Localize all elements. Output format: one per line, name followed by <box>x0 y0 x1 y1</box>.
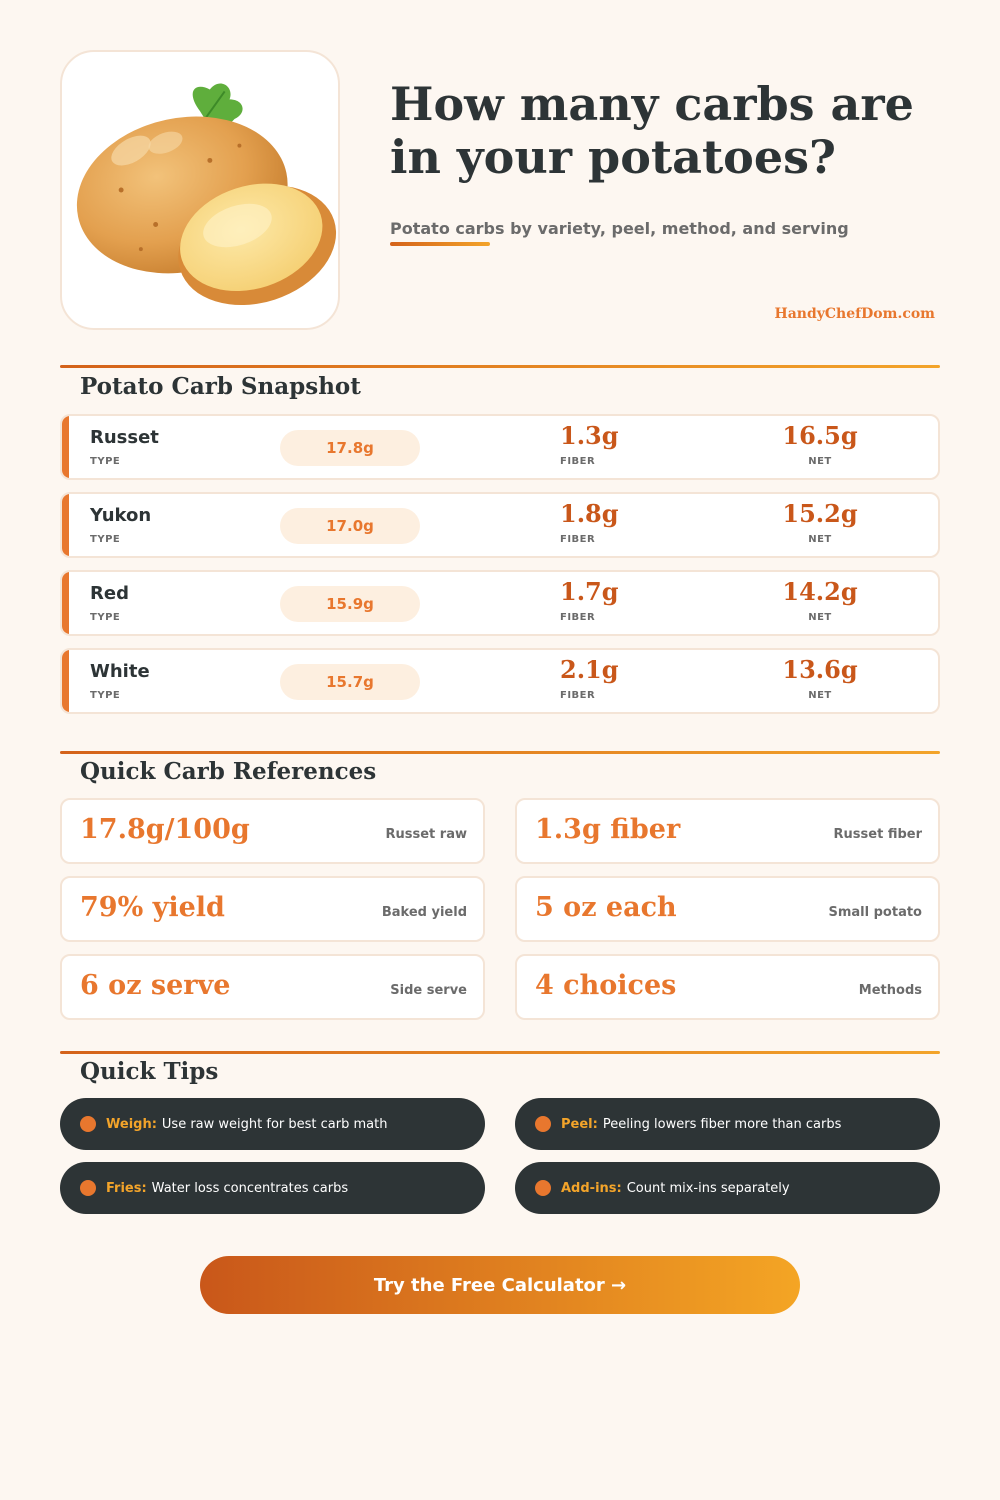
tip-pill <box>515 1162 940 1214</box>
net-value: 16.5g <box>782 421 858 450</box>
tip-pill <box>60 1098 485 1150</box>
net-value: 15.2g <box>782 499 858 528</box>
row-accent <box>62 572 69 634</box>
subtitle-underline <box>390 242 490 246</box>
snapshot-title: Potato Carb Snapshot <box>80 373 361 400</box>
fiber-value: 1.8g <box>560 499 619 528</box>
net-label: NET <box>808 690 832 701</box>
reference-caption: Small potato <box>828 905 922 920</box>
row-accent <box>62 494 69 556</box>
table-row <box>60 492 940 558</box>
reference-value: 5 oz each <box>535 892 677 923</box>
section-divider <box>60 751 940 754</box>
reference-caption: Side serve <box>390 983 467 998</box>
tip-pill <box>60 1162 485 1214</box>
type-label: TYPE <box>90 612 121 623</box>
reference-card <box>515 876 940 942</box>
tip-text: Count mix-ins separately <box>626 1180 790 1196</box>
carbs-pill: 15.9g <box>280 586 420 622</box>
tip-pill <box>515 1098 940 1150</box>
table-row <box>60 414 940 480</box>
tip-key: Add-ins: <box>561 1180 622 1196</box>
bullet-dot-icon <box>535 1116 551 1132</box>
tips-title: Quick Tips <box>80 1058 219 1085</box>
potato-type: Yukon <box>90 505 152 526</box>
net-value: 13.6g <box>782 655 858 684</box>
net-label: NET <box>808 534 832 545</box>
section-divider <box>60 365 940 368</box>
net-label: NET <box>808 612 832 623</box>
reference-value: 17.8g/100g <box>80 814 250 845</box>
potato-type: White <box>90 661 150 682</box>
reference-value: 79% yield <box>80 892 225 923</box>
carbs-pill: 17.8g <box>280 430 420 466</box>
type-label: TYPE <box>90 534 121 545</box>
fiber-label: FIBER <box>560 612 596 623</box>
tip-text: Water loss concentrates carbs <box>151 1180 349 1196</box>
bullet-dot-icon <box>80 1180 96 1196</box>
reference-caption: Methods <box>858 983 922 998</box>
tip-text: Use raw weight for best carb math <box>161 1116 388 1132</box>
potato-illustration <box>60 50 340 330</box>
fiber-value: 1.7g <box>560 577 619 606</box>
reference-caption: Russet fiber <box>833 827 922 842</box>
table-row <box>60 648 940 714</box>
tip-key: Weigh: <box>106 1116 157 1132</box>
table-row <box>60 570 940 636</box>
reference-card <box>60 798 485 864</box>
carbs-pill: 17.0g <box>280 508 420 544</box>
reference-card <box>515 798 940 864</box>
reference-value: 1.3g fiber <box>535 814 681 845</box>
reference-value: 6 oz serve <box>80 970 231 1001</box>
row-accent <box>62 650 69 712</box>
fiber-label: FIBER <box>560 690 596 701</box>
row-accent <box>62 416 69 478</box>
tip-text: Peeling lowers fiber more than carbs <box>602 1116 842 1132</box>
fiber-value: 1.3g <box>560 421 619 450</box>
page-title: How many carbs are in your potatoes? <box>390 77 914 184</box>
net-label: NET <box>808 456 832 467</box>
tip-key: Fries: <box>106 1180 147 1196</box>
references-title: Quick Carb References <box>80 758 377 785</box>
type-label: TYPE <box>90 456 121 467</box>
fiber-value: 2.1g <box>560 655 619 684</box>
carbs-pill: 15.7g <box>280 664 420 700</box>
tip-key: Peel: <box>561 1116 598 1132</box>
bullet-dot-icon <box>535 1180 551 1196</box>
reference-caption: Baked yield <box>381 905 467 920</box>
reference-card <box>60 954 485 1020</box>
page-subtitle: Potato carbs by variety, peel, method, and serving <box>390 219 849 238</box>
section-divider <box>60 1051 940 1054</box>
net-value: 14.2g <box>782 577 858 606</box>
calculator-button[interactable]: Try the Free Calculator → <box>200 1256 800 1314</box>
bullet-dot-icon <box>80 1116 96 1132</box>
brand-link[interactable]: HandyChefDom.com <box>774 306 935 322</box>
fiber-label: FIBER <box>560 534 596 545</box>
reference-card <box>60 876 485 942</box>
reference-value: 4 choices <box>535 970 677 1001</box>
fiber-label: FIBER <box>560 456 596 467</box>
potato-type: Russet <box>90 427 159 448</box>
reference-caption: Russet raw <box>385 827 467 842</box>
reference-card <box>515 954 940 1020</box>
potato-icon <box>62 52 338 328</box>
potato-type: Red <box>90 583 129 604</box>
type-label: TYPE <box>90 690 121 701</box>
